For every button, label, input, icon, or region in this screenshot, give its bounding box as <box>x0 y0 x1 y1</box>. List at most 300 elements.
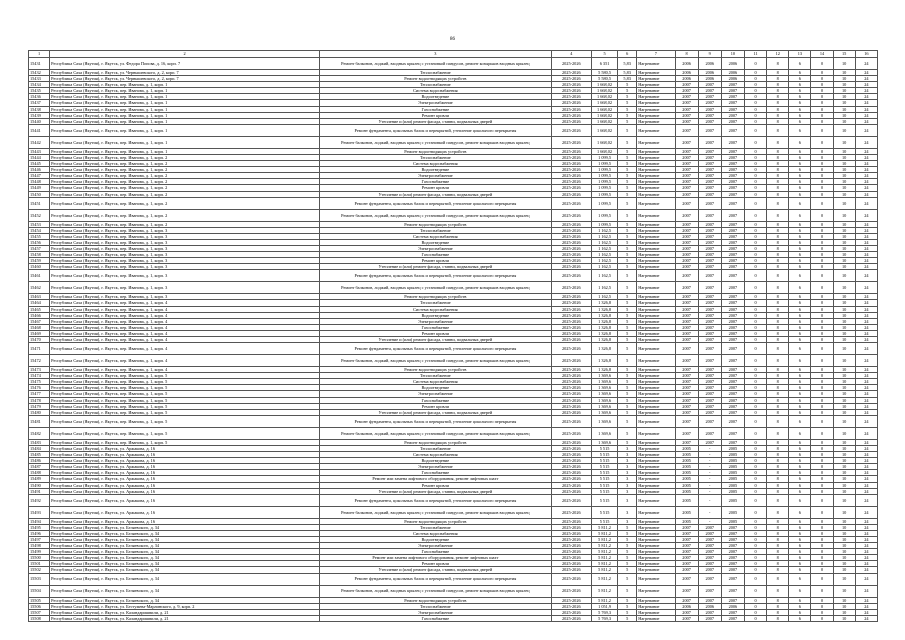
cell-row-id: 15475 <box>29 379 50 385</box>
cell-work-type: Ремонт или замена лифтового оборудования, ремонт лифтовых шахт <box>320 555 552 561</box>
cell-value-13: 6 <box>789 573 811 585</box>
cell-value-16: 24 <box>855 70 877 76</box>
cell-address: Республика Саха (Якутия), г. Якутск, ул. Беляевского, д. 34 <box>50 543 320 549</box>
repair-program-table <box>28 50 878 622</box>
cell-value-13: 6 <box>789 337 811 343</box>
cell-work-type: Газоснабжение <box>320 179 552 185</box>
cell-floors: 5 <box>618 543 637 549</box>
cell-year-2: 2007 <box>698 355 721 367</box>
cell-period: 2025-2026 <box>551 124 591 136</box>
cell-value-16: 24 <box>855 482 877 488</box>
cell-value-12: 8 <box>767 536 789 542</box>
cell-year-3: 2007 <box>721 337 744 343</box>
cell-value-12: 8 <box>767 270 789 282</box>
cell-value-15: 10 <box>833 100 855 106</box>
cell-value-11: 0 <box>744 573 766 585</box>
cell-area: 5 515 <box>591 458 617 464</box>
cell-value-14: 0 <box>811 488 833 494</box>
cell-heating: Нагревание <box>637 597 675 603</box>
cell-period: 2025-2026 <box>551 148 591 154</box>
cell-row-id: 15435 <box>29 88 50 94</box>
cell-value-13: 6 <box>789 373 811 379</box>
cell-area: 1 369,6 <box>591 379 617 385</box>
cell-value-12: 8 <box>767 324 789 330</box>
cell-value-16: 24 <box>855 82 877 88</box>
cell-heating: Нагревание <box>637 355 675 367</box>
cell-area: 1 326,8 <box>591 312 617 318</box>
cell-floors: 5 <box>618 124 637 136</box>
cell-value-15: 10 <box>833 585 855 597</box>
cell-heating: Нагревание <box>637 270 675 282</box>
cell-value-13: 6 <box>789 615 811 621</box>
cell-value-13: 6 <box>789 324 811 330</box>
cell-row-id: 15494 <box>29 518 50 524</box>
cell-value-12: 8 <box>767 173 789 179</box>
cell-floors: 3 <box>618 470 637 476</box>
cell-year-1: 2007 <box>675 282 698 294</box>
cell-value-15: 10 <box>833 567 855 573</box>
cell-address: Республика Саха (Якутия), г. Якутск, ул. Федора Попова, д. 16, корп. 7 <box>50 58 320 70</box>
cell-period: 2025-2026 <box>551 555 591 561</box>
cell-row-id: 15452 <box>29 209 50 221</box>
cell-year-2: 2007 <box>698 615 721 621</box>
cell-value-11: 0 <box>744 567 766 573</box>
cell-value-13: 6 <box>789 58 811 70</box>
cell-row-id: 15447 <box>29 173 50 179</box>
cell-period: 2025-2026 <box>551 585 591 597</box>
cell-address: Республика Саха (Якутия), г. Якутск, пер. Иванова, д. 1, корп. 2 <box>50 167 320 173</box>
cell-area: 1 369,6 <box>591 397 617 403</box>
cell-period: 2025-2026 <box>551 506 591 518</box>
cell-address: Республика Саха (Якутия), г. Якутск, ул. Беляевского, д. 34 <box>50 573 320 585</box>
cell-address: Республика Саха (Якутия), г. Якутск, ул. Аржакова, д. 16 <box>50 476 320 482</box>
cell-year-1: 2007 <box>675 258 698 264</box>
cell-address: Республика Саха (Якутия), г. Якутск, ул. Аржакова, д. 16 <box>50 452 320 458</box>
cell-period: 2025-2026 <box>551 318 591 324</box>
cell-period: 2025-2026 <box>551 252 591 258</box>
cell-year-2: 2007 <box>698 82 721 88</box>
cell-value-12: 8 <box>767 124 789 136</box>
cell-address: Республика Саха (Якутия), г. Якутск, пер. Иванова, д. 1, корп. 5 <box>50 409 320 415</box>
cell-period: 2025-2026 <box>551 367 591 373</box>
cell-value-14: 0 <box>811 112 833 118</box>
cell-value-11: 0 <box>744 270 766 282</box>
cell-value-16: 24 <box>855 112 877 118</box>
cell-value-13: 6 <box>789 536 811 542</box>
cell-address: Республика Саха (Якутия), г. Якутск, ул. Беляевского, д. 34 <box>50 597 320 603</box>
cell-floors: 5 <box>618 270 637 282</box>
cell-value-15: 10 <box>833 615 855 621</box>
cell-year-2: 2007 <box>698 245 721 251</box>
cell-period: 2025-2026 <box>551 549 591 555</box>
cell-heating: Нагревание <box>637 343 675 355</box>
cell-year-1: 2007 <box>675 585 698 597</box>
cell-value-13: 6 <box>789 561 811 567</box>
cell-value-15: 10 <box>833 300 855 306</box>
cell-year-1: 2007 <box>675 567 698 573</box>
cell-year-3: 2007 <box>721 94 744 100</box>
cell-work-type: Ремонт кровли <box>320 330 552 336</box>
cell-year-3: 2007 <box>721 355 744 367</box>
cell-row-id: 15459 <box>29 258 50 264</box>
cell-year-3: 2007 <box>721 330 744 336</box>
cell-value-13: 6 <box>789 70 811 76</box>
cell-year-2: 2007 <box>698 409 721 415</box>
cell-value-14: 0 <box>811 106 833 112</box>
cell-value-15: 10 <box>833 136 855 148</box>
cell-value-13: 6 <box>789 154 811 160</box>
cell-area: 1 099,5 <box>591 221 617 227</box>
cell-heating: Нагревание <box>637 94 675 100</box>
cell-period: 2025-2026 <box>551 58 591 70</box>
cell-period: 2025-2026 <box>551 185 591 191</box>
cell-value-15: 10 <box>833 252 855 258</box>
cell-value-15: 10 <box>833 94 855 100</box>
cell-value-12: 8 <box>767 543 789 549</box>
cell-area: 5 580,5 <box>591 76 617 82</box>
cell-row-id: 15462 <box>29 282 50 294</box>
cell-value-13: 6 <box>789 409 811 415</box>
cell-year-1: 2007 <box>675 561 698 567</box>
cell-value-13: 6 <box>789 379 811 385</box>
cell-value-14: 0 <box>811 343 833 355</box>
cell-value-15: 10 <box>833 161 855 167</box>
cell-value-14: 0 <box>811 573 833 585</box>
cell-area: 5 515 <box>591 482 617 488</box>
cell-value-14: 0 <box>811 197 833 209</box>
cell-heating: Нагревание <box>637 154 675 160</box>
cell-value-11: 0 <box>744 264 766 270</box>
cell-work-type: Электроснабжение <box>320 609 552 615</box>
cell-heating: Нагревание <box>637 615 675 621</box>
cell-value-15: 10 <box>833 524 855 530</box>
cell-period: 2025-2026 <box>551 258 591 264</box>
cell-heating: Нагревание <box>637 100 675 106</box>
cell-value-14: 0 <box>811 355 833 367</box>
cell-value-12: 8 <box>767 603 789 609</box>
cell-year-2: 2007 <box>698 415 721 427</box>
table-row <box>29 209 878 221</box>
cell-year-3: 2007 <box>721 112 744 118</box>
cell-value-14: 0 <box>811 494 833 506</box>
cell-value-13: 6 <box>789 252 811 258</box>
cell-year-3: 2005 <box>721 470 744 476</box>
cell-floors: 5 <box>618 136 637 148</box>
cell-heating: Нагревание <box>637 88 675 94</box>
cell-year-3: 2005 <box>721 488 744 494</box>
cell-work-type: Теплоснабжение <box>320 82 552 88</box>
cell-value-14: 0 <box>811 221 833 227</box>
cell-period: 2025-2026 <box>551 337 591 343</box>
cell-value-12: 8 <box>767 397 789 403</box>
cell-value-14: 0 <box>811 549 833 555</box>
cell-heating: Нагревание <box>637 239 675 245</box>
cell-value-16: 24 <box>855 118 877 124</box>
cell-floors: 5 <box>618 191 637 197</box>
cell-value-15: 10 <box>833 282 855 294</box>
cell-address: Республика Саха (Якутия), г. Якутск, пер. Иванова, д. 1, корп. 1 <box>50 124 320 136</box>
cell-row-id: 15443 <box>29 148 50 154</box>
cell-work-type: Газоснабжение <box>320 397 552 403</box>
cell-address: Республика Саха (Якутия), г. Якутск, пер. Иванова, д. 1, корп. 5 <box>50 427 320 439</box>
cell-row-id: 15478 <box>29 397 50 403</box>
cell-value-13: 6 <box>789 464 811 470</box>
cell-year-2: 2007 <box>698 179 721 185</box>
cell-year-3: 2007 <box>721 561 744 567</box>
cell-area: 1 668,02 <box>591 94 617 100</box>
cell-year-3: 2007 <box>721 227 744 233</box>
cell-year-2: 2007 <box>698 233 721 239</box>
cell-floors: 5 <box>618 252 637 258</box>
cell-value-13: 6 <box>789 445 811 451</box>
cell-value-12: 8 <box>767 343 789 355</box>
cell-period: 2025-2026 <box>551 270 591 282</box>
cell-year-2: 2007 <box>698 100 721 106</box>
cell-floors: 3 <box>618 488 637 494</box>
cell-area: 5 811,2 <box>591 524 617 530</box>
cell-row-id: 15449 <box>29 185 50 191</box>
cell-value-16: 24 <box>855 324 877 330</box>
cell-value-14: 0 <box>811 312 833 318</box>
cell-year-3: 2007 <box>721 536 744 542</box>
cell-address: Республика Саха (Якутия), г. Якутск, ул. Беляевского, д. 34 <box>50 567 320 573</box>
cell-work-type: Ремонт балконов, лоджий, входных крылец с установкой пандусов, ремонт козырьков входных крылец <box>320 506 552 518</box>
cell-area: 1 369,6 <box>591 427 617 439</box>
cell-year-1: 2007 <box>675 543 698 549</box>
cell-row-id: 15490 <box>29 482 50 488</box>
cell-year-1: 2006 <box>675 76 698 82</box>
cell-work-type: Ремонт фундамента, цокольных балок и перекрытий, утепление цокольного перекрытия <box>320 343 552 355</box>
cell-row-id: 15499 <box>29 549 50 555</box>
cell-address: Республика Саха (Якутия), г. Якутск, пер. Иванова, д. 1, корп. 4 <box>50 330 320 336</box>
cell-year-2: 2007 <box>698 403 721 409</box>
cell-value-16: 24 <box>855 270 877 282</box>
cell-value-15: 10 <box>833 603 855 609</box>
cell-period: 2025-2026 <box>551 330 591 336</box>
cell-row-id: 15481 <box>29 415 50 427</box>
cell-year-1: 2007 <box>675 530 698 536</box>
cell-address: Республика Саха (Якутия), г. Якутск, ул. Беляевского, д. 34 <box>50 524 320 530</box>
cell-period: 2025-2026 <box>551 567 591 573</box>
cell-area: 1 162,5 <box>591 258 617 264</box>
cell-year-2: 2007 <box>698 609 721 615</box>
cell-heating: Нагревание <box>637 173 675 179</box>
cell-value-13: 6 <box>789 88 811 94</box>
cell-floors: 5 <box>618 367 637 373</box>
cell-row-id: 15495 <box>29 524 50 530</box>
cell-heating: Нагревание <box>637 524 675 530</box>
cell-value-13: 6 <box>789 306 811 312</box>
cell-value-15: 10 <box>833 518 855 524</box>
cell-heating: Нагревание <box>637 312 675 318</box>
cell-value-15: 10 <box>833 318 855 324</box>
cell-floors: 3 <box>618 476 637 482</box>
cell-year-3: 2007 <box>721 191 744 197</box>
cell-value-15: 10 <box>833 154 855 160</box>
cell-value-16: 24 <box>855 409 877 415</box>
cell-year-1: 2007 <box>675 245 698 251</box>
cell-year-1: 2007 <box>675 312 698 318</box>
cell-value-12: 8 <box>767 609 789 615</box>
cell-floors: 5 <box>618 385 637 391</box>
cell-work-type: Ремонт балконов, лоджий, входных крылец с установкой пандусов, ремонт козырьков входных крылец <box>320 282 552 294</box>
cell-address: Республика Саха (Якутия), г. Якутск, пер. Иванова, д. 1, корп. 4 <box>50 343 320 355</box>
cell-floors: 5 <box>618 427 637 439</box>
cell-address: Республика Саха (Якутия), г. Якутск, пер. Иванова, д. 1, корп. 1 <box>50 82 320 88</box>
cell-row-id: 15488 <box>29 470 50 476</box>
cell-value-14: 0 <box>811 391 833 397</box>
table-row <box>29 343 878 355</box>
cell-area: 1 326,8 <box>591 318 617 324</box>
cell-value-13: 6 <box>789 397 811 403</box>
cell-area: 1 099,5 <box>591 154 617 160</box>
cell-value-13: 6 <box>789 549 811 555</box>
cell-value-14: 0 <box>811 100 833 106</box>
cell-value-13: 6 <box>789 161 811 167</box>
table-row <box>29 282 878 294</box>
cell-row-id: 15507 <box>29 609 50 615</box>
cell-value-16: 24 <box>855 355 877 367</box>
cell-floors: 5 <box>618 239 637 245</box>
cell-row-id: 15458 <box>29 252 50 258</box>
cell-value-16: 24 <box>855 233 877 239</box>
cell-address: Республика Саха (Якутия), г. Якутск, пер. Иванова, д. 1, корп. 2 <box>50 221 320 227</box>
cell-value-16: 24 <box>855 318 877 324</box>
cell-row-id: 15476 <box>29 385 50 391</box>
cell-row-id: 15508 <box>29 615 50 621</box>
cell-year-1: 2006 <box>675 70 698 76</box>
cell-heating: Нагревание <box>637 367 675 373</box>
cell-year-2: 2007 <box>698 221 721 227</box>
cell-heating: Нагревание <box>637 452 675 458</box>
cell-address: Республика Саха (Якутия), г. Якутск, пер. Иванова, д. 1, корп. 3 <box>50 245 320 251</box>
cell-value-16: 24 <box>855 167 877 173</box>
cell-work-type: Ремонт водоотводящих устройств <box>320 367 552 373</box>
cell-floors: 5 <box>618 94 637 100</box>
cell-work-type: Система водоснабжения <box>320 88 552 94</box>
cell-value-16: 24 <box>855 391 877 397</box>
cell-row-id: 15432 <box>29 70 50 76</box>
cell-year-3: 2007 <box>721 185 744 191</box>
cell-value-12: 8 <box>767 464 789 470</box>
page-number: 86 <box>450 37 455 42</box>
cell-value-14: 0 <box>811 76 833 82</box>
cell-floors: 5 <box>618 379 637 385</box>
cell-value-13: 6 <box>789 264 811 270</box>
cell-floors: 3 <box>618 445 637 451</box>
cell-year-1: 2007 <box>675 252 698 258</box>
cell-value-12: 8 <box>767 300 789 306</box>
cell-period: 2025-2026 <box>551 300 591 306</box>
cell-value-12: 8 <box>767 221 789 227</box>
cell-value-14: 0 <box>811 530 833 536</box>
cell-work-type: Газоснабжение <box>320 252 552 258</box>
cell-year-2: 2007 <box>698 530 721 536</box>
cell-value-13: 6 <box>789 609 811 615</box>
cell-period: 2025-2026 <box>551 409 591 415</box>
cell-value-11: 0 <box>744 185 766 191</box>
cell-work-type: Система водоснабжения <box>320 379 552 385</box>
cell-value-13: 6 <box>789 94 811 100</box>
cell-value-15: 10 <box>833 427 855 439</box>
cell-value-14: 0 <box>811 476 833 482</box>
cell-row-id: 15489 <box>29 476 50 482</box>
cell-year-1: 2007 <box>675 82 698 88</box>
cell-year-2: 2007 <box>698 294 721 300</box>
cell-work-type: Теплоснабжение <box>320 524 552 530</box>
cell-heating: Нагревание <box>637 330 675 336</box>
cell-value-11: 0 <box>744 76 766 82</box>
cell-value-11: 0 <box>744 94 766 100</box>
cell-value-14: 0 <box>811 70 833 76</box>
cell-value-14: 0 <box>811 337 833 343</box>
cell-value-14: 0 <box>811 185 833 191</box>
cell-work-type: Теплоснабжение <box>320 300 552 306</box>
cell-year-1: 2005 <box>675 464 698 470</box>
cell-work-type: Электроснабжение <box>320 173 552 179</box>
cell-value-11: 0 <box>744 343 766 355</box>
cell-year-1: 2007 <box>675 373 698 379</box>
cell-address: Республика Саха (Якутия), г. Якутск, пер. Иванова, д. 1, корп. 5 <box>50 385 320 391</box>
cell-value-13: 6 <box>789 482 811 488</box>
cell-value-14: 0 <box>811 397 833 403</box>
cell-year-3: 2007 <box>721 524 744 530</box>
column-number-2: 2 <box>50 51 320 58</box>
column-number-row <box>29 51 878 58</box>
cell-work-type: Ремонт фундамента, цокольных балок и перекрытий, утепление цокольного перекрытия <box>320 494 552 506</box>
cell-value-11: 0 <box>744 239 766 245</box>
cell-address: Республика Саха (Якутия), г. Якутск, пер. Иванова, д. 1, корп. 2 <box>50 161 320 167</box>
cell-area: 1 326,8 <box>591 324 617 330</box>
cell-floors: 5 <box>618 355 637 367</box>
cell-value-14: 0 <box>811 385 833 391</box>
cell-address: Республика Саха (Якутия), г. Якутск, ул. Аржакова, д. 16 <box>50 518 320 524</box>
cell-address: Республика Саха (Якутия), г. Якутск, ул. Аржакова, д. 16 <box>50 482 320 488</box>
cell-value-14: 0 <box>811 439 833 445</box>
cell-floors: 5 <box>618 82 637 88</box>
cell-heating: Нагревание <box>637 373 675 379</box>
cell-value-11: 0 <box>744 282 766 294</box>
cell-floors: 5 <box>618 415 637 427</box>
cell-value-11: 0 <box>744 312 766 318</box>
cell-period: 2025-2026 <box>551 403 591 409</box>
cell-year-2: 2007 <box>698 112 721 118</box>
cell-year-2: - <box>698 476 721 482</box>
cell-area: 5 811,2 <box>591 543 617 549</box>
cell-year-3: 2005 <box>721 452 744 458</box>
cell-period: 2025-2026 <box>551 343 591 355</box>
cell-row-id: 15436 <box>29 94 50 100</box>
cell-value-16: 24 <box>855 549 877 555</box>
cell-heating: Нагревание <box>637 191 675 197</box>
cell-work-type: Водоотведение <box>320 167 552 173</box>
cell-row-id: 15467 <box>29 318 50 324</box>
cell-row-id: 15483 <box>29 439 50 445</box>
cell-address: Республика Саха (Якутия), г. Якутск, пер. Иванова, д. 1, корп. 3 <box>50 294 320 300</box>
cell-value-12: 8 <box>767 494 789 506</box>
cell-year-1: 2007 <box>675 118 698 124</box>
cell-value-12: 8 <box>767 439 789 445</box>
cell-heating: Нагревание <box>637 543 675 549</box>
cell-area: 5 769,3 <box>591 609 617 615</box>
cell-value-14: 0 <box>811 124 833 136</box>
cell-work-type: Ремонт водоотводящих устройств <box>320 439 552 445</box>
cell-value-15: 10 <box>833 233 855 239</box>
cell-address: Республика Саха (Якутия), г. Якутск, пер. Иванова, д. 1, корп. 3 <box>50 282 320 294</box>
cell-year-2: 2007 <box>698 136 721 148</box>
cell-address: Республика Саха (Якутия), г. Якутск, пер. Иванова, д. 1, корп. 4 <box>50 300 320 306</box>
cell-value-15: 10 <box>833 355 855 367</box>
